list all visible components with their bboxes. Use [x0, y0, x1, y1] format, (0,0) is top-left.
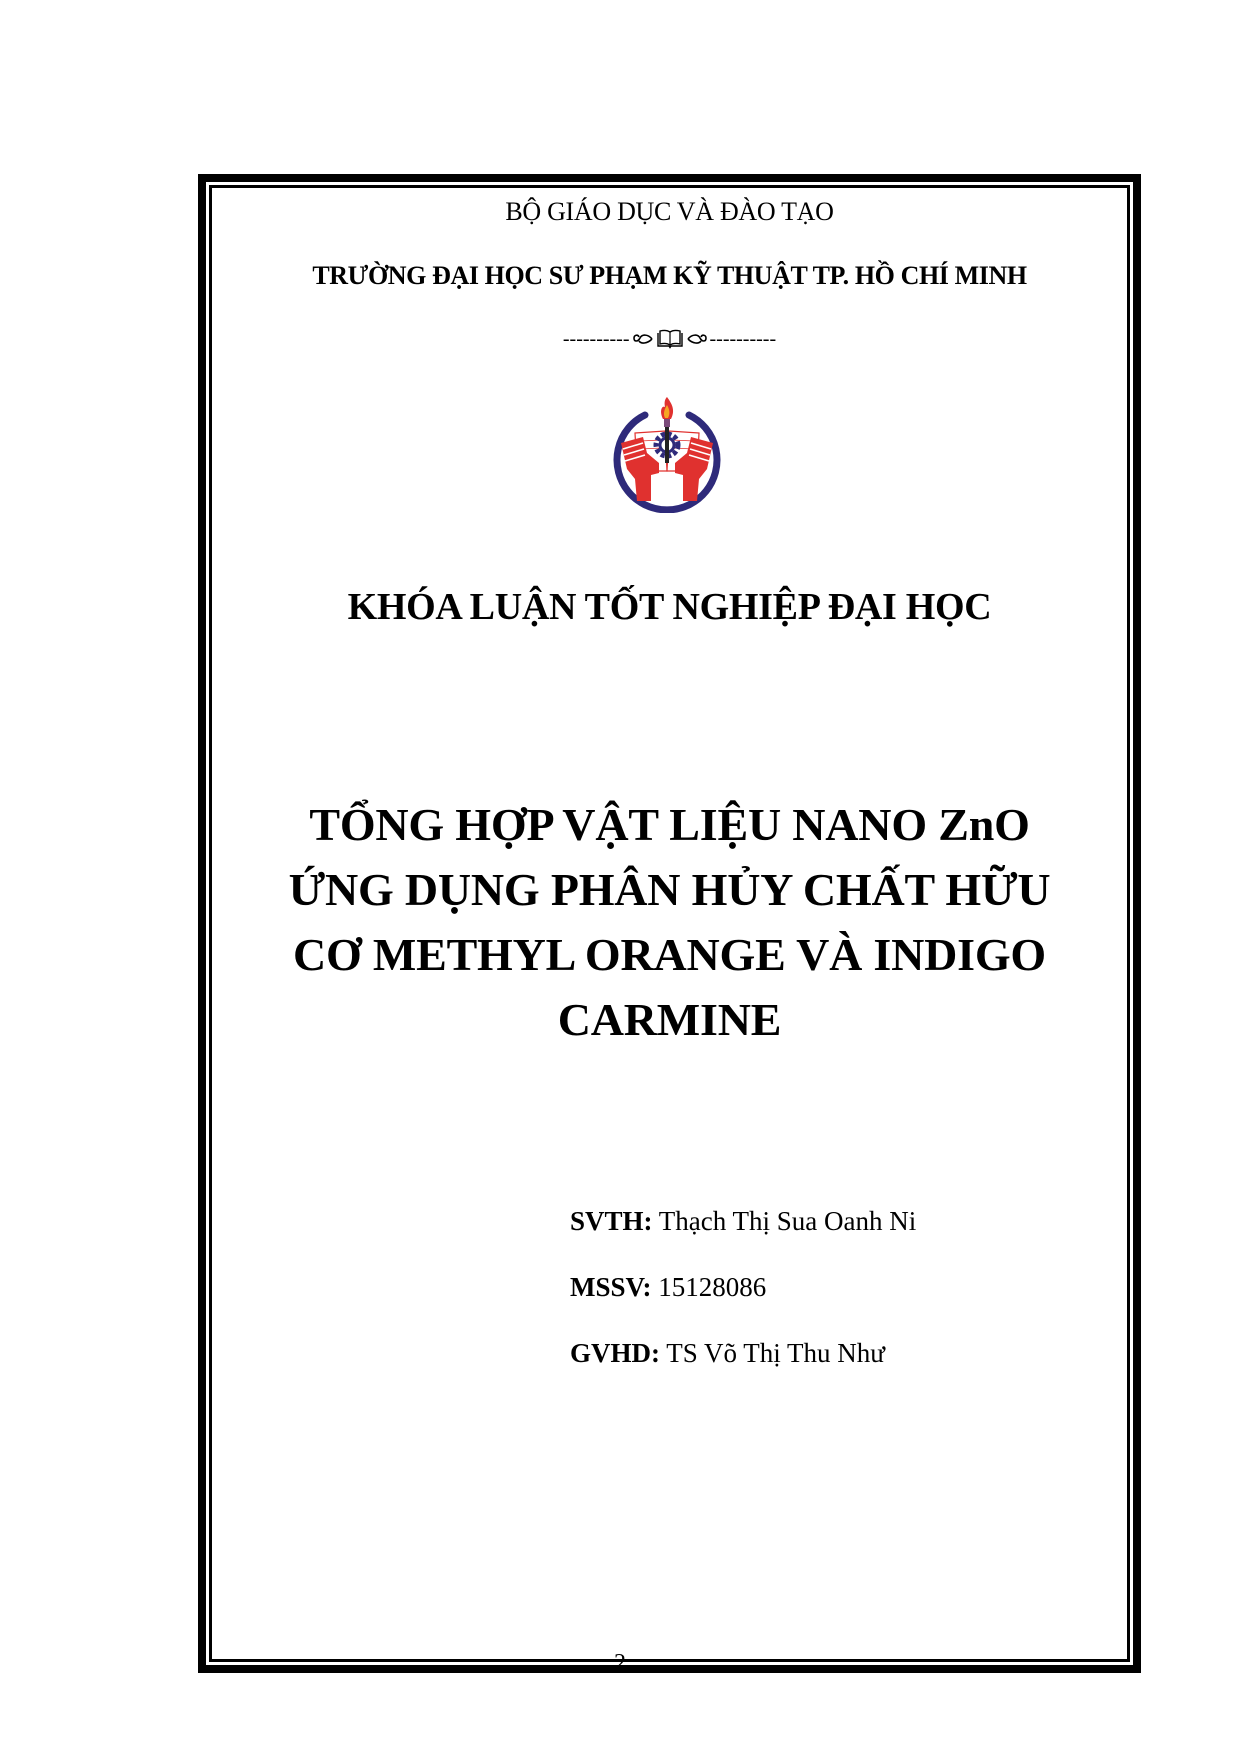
- ornament-divider: [212, 326, 1127, 352]
- university-logo: [607, 393, 727, 513]
- thesis-title: [212, 792, 1127, 1052]
- author-info: [570, 1188, 916, 1386]
- curl-right-icon: [686, 331, 708, 347]
- open-book-icon: [656, 329, 684, 349]
- student-id-row: [570, 1254, 916, 1320]
- student-label: SVTH:: [570, 1206, 653, 1236]
- student-name: Thạch Thị Sua Oanh Ni: [652, 1206, 917, 1236]
- thesis-title-line: CARMINE: [557, 994, 782, 1045]
- thesis-title-line: CƠ METHYL ORANGE VÀ INDIGO: [292, 929, 1047, 980]
- curl-left-icon: [632, 331, 654, 347]
- ornament-dashes-left: ----------: [562, 328, 630, 350]
- thesis-title-line: TỔNG HỢP VẬT LIỆU NANO ZnO: [309, 799, 1030, 850]
- page-number: 2: [614, 1650, 626, 1676]
- degree-type: KHÓA LUẬN TỐT NGHIỆP ĐẠI HỌC: [347, 586, 992, 628]
- advisor-label: GVHD:: [570, 1338, 660, 1368]
- student-name-row: [570, 1188, 916, 1254]
- student-id-label: MSSV:: [570, 1272, 652, 1302]
- university-name: TRƯỜNG ĐẠI HỌC SƯ PHẠM KỸ THUẬT TP. HỒ CHÍ MINH: [312, 261, 1027, 290]
- advisor-row: [570, 1320, 916, 1386]
- ministry-name: BỘ GIÁO DỤC VÀ ĐÀO TẠO: [505, 197, 834, 226]
- advisor-name: TS Võ Thị Thu Như: [660, 1338, 885, 1368]
- student-id: 15128086: [651, 1272, 767, 1302]
- ornament-dashes-right: ----------: [709, 328, 777, 350]
- thesis-title-line: ỨNG DỤNG PHÂN HỦY CHẤT HỮU: [288, 864, 1051, 915]
- cover-page: [212, 188, 1127, 1659]
